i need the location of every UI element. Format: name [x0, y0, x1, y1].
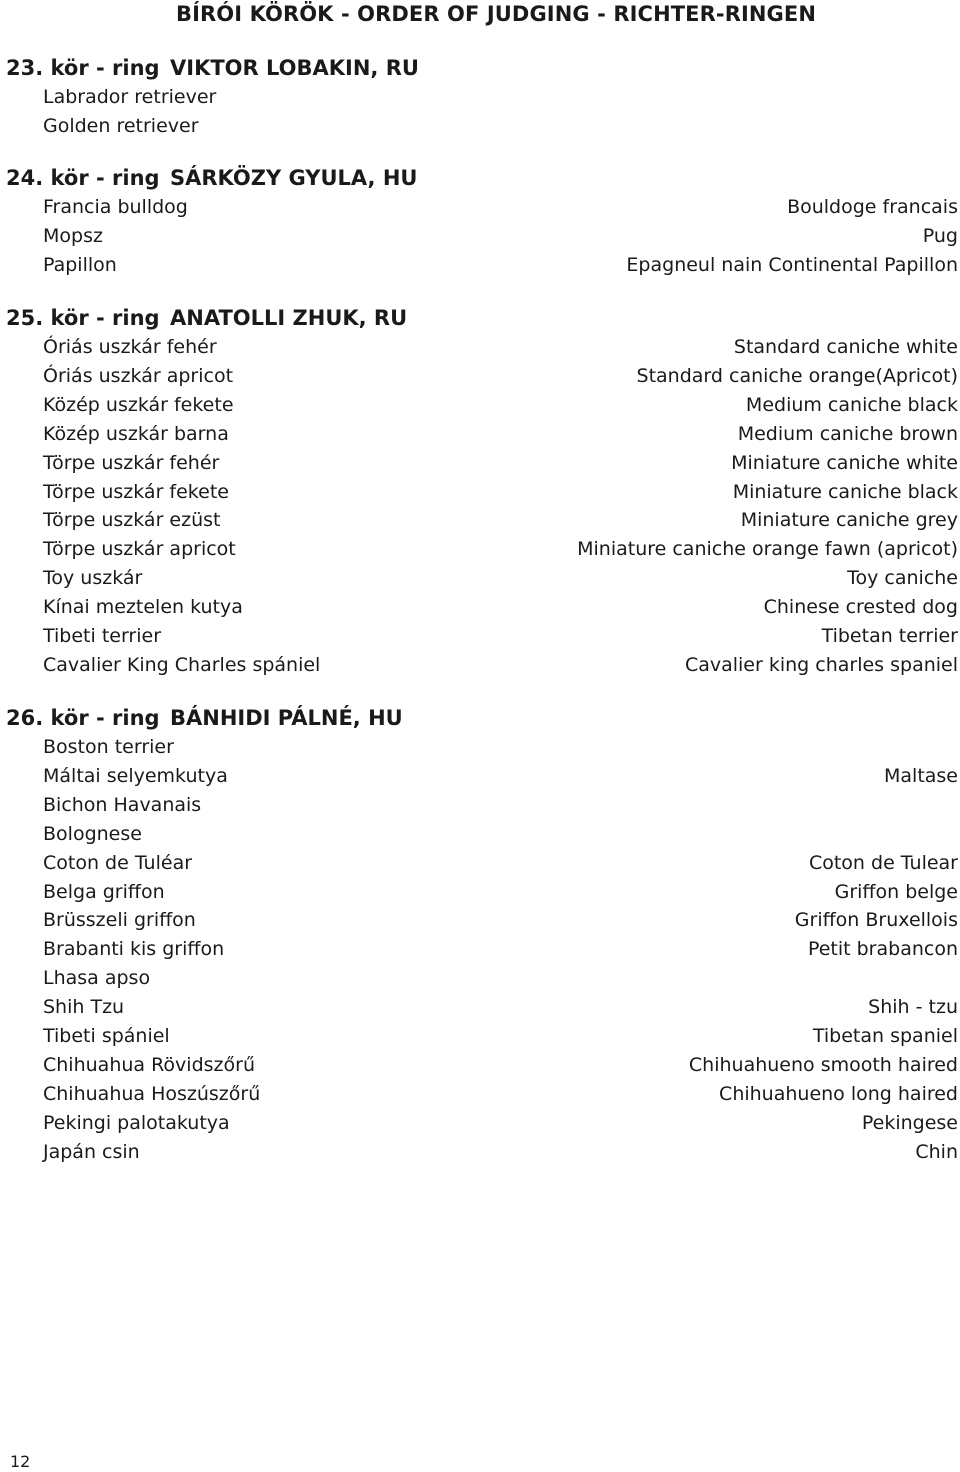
breed-name-en: Griffon Bruxellois: [794, 909, 958, 932]
breed-name-hu: Közép uszkár barna: [43, 422, 229, 445]
breed-name-hu: Mopsz: [43, 224, 103, 247]
breed-name-hu: Coton de Tuléar: [43, 851, 193, 874]
breed-name-hu: Brabanti kis griffon: [43, 938, 225, 961]
breed-name-en: Maltase: [884, 764, 958, 787]
breed-name-hu: Francia bulldog: [43, 196, 188, 218]
ring-title: [6, 306, 408, 330]
breed-name-en: Toy caniche: [847, 567, 958, 590]
ring-number: 23. kör - ring: [6, 56, 160, 80]
breed-name-en: Griffon belge: [834, 880, 958, 903]
breed-name-hu: Cavalier King Charles spániel: [43, 653, 321, 676]
breed-name-hu: Pekingi palotakutya: [43, 1111, 230, 1134]
breed-name-hu: Papillon: [43, 253, 117, 276]
breed-name-en: Petit brabancon: [807, 938, 958, 961]
breed-name-en: Pekingese: [861, 1111, 958, 1134]
ring-number: 26. kör - ring: [6, 706, 160, 730]
breed-name-en: Miniature caniche white: [731, 451, 958, 474]
breed-name-en: Miniature caniche orange fawn (apricot): [577, 538, 958, 561]
breed-name-hu: Shih Tzu: [43, 996, 125, 1019]
breed-name-en: Chihuahueno smooth haired: [688, 1053, 958, 1076]
breed-name-en: Chin: [915, 1140, 958, 1163]
breed-name-hu: Chihuahua Rövidszőrű: [43, 1053, 255, 1076]
breed-name-hu: Japán csin: [43, 1140, 140, 1163]
breed-name-en: Chinese crested dog: [763, 596, 958, 619]
breed-name-en: Standard caniche white: [733, 336, 958, 358]
breed-name-en: Tibetan spaniel: [812, 1025, 958, 1047]
breed-name-hu: Tibeti terrier: [43, 625, 162, 647]
breed-name-en: Miniature caniche grey: [740, 509, 958, 532]
breed-name-en: Miniature caniche black: [732, 480, 958, 503]
ring-number: 24. kör - ring: [6, 166, 160, 190]
breed-name-en: Shih - tzu: [868, 996, 958, 1019]
ring-judge: ANATOLLI ZHUK, RU: [170, 306, 408, 330]
breed-name-hu: Belga griffon: [43, 880, 165, 903]
ring-judge: BÁNHIDI PÁLNÉ, HU: [170, 706, 403, 730]
breed-name-hu: Óriás uszkár apricot: [43, 364, 234, 387]
breed-name-hu: Bolognese: [43, 822, 142, 845]
breed-name-en: Medium caniche brown: [737, 422, 958, 445]
ring-title: [6, 56, 419, 80]
breed-name-hu: Kínai meztelen kutya: [43, 596, 243, 619]
breed-name-en: Bouldoge francais: [787, 196, 958, 218]
breed-name-en: Medium caniche black: [745, 393, 958, 416]
breed-name-hu: Törpe uszkár fehér: [43, 451, 220, 474]
ring-number: 25. kör - ring: [6, 306, 160, 330]
breed-name-hu: Lhasa apso: [43, 967, 151, 990]
breed-name-en: Pug: [922, 224, 958, 247]
breed-name-hu: Bichon Havanais: [43, 793, 202, 816]
breed-name-hu: Közép uszkár fekete: [43, 393, 234, 416]
breed-name-hu: Boston terrier: [43, 736, 174, 758]
ring-judge: VIKTOR LOBAKIN, RU: [170, 56, 419, 80]
breed-name-hu: Labrador retriever: [43, 86, 217, 108]
breed-name-hu: Óriás uszkár fehér: [43, 336, 217, 358]
breed-name-hu: Máltai selyemkutya: [43, 764, 228, 787]
breed-name-en: Chihuahueno long haired: [719, 1082, 958, 1105]
breed-name-hu: Törpe uszkár fekete: [43, 480, 229, 503]
ring-title: [6, 706, 403, 730]
breed-name-en: Coton de Tulear: [808, 851, 958, 874]
breed-name-hu: Brüsszeli griffon: [43, 909, 196, 932]
breed-name-en: Cavalier king charles spaniel: [684, 653, 958, 676]
page-number: 12: [10, 1452, 31, 1471]
breed-name-en: Tibetan terrier: [821, 625, 958, 647]
breed-name-hu: Tibeti spániel: [43, 1025, 170, 1047]
breed-name-en: Epagneul nain Continental Papillon: [626, 253, 958, 276]
breed-name-hu: Törpe uszkár apricot: [43, 538, 236, 561]
page-header: BÍRÓI KÖRÖK - ORDER OF JUDGING - RICHTER-RINGEN: [176, 2, 817, 26]
breed-name-hu: Chihuahua Hoszúszőrű: [43, 1082, 261, 1105]
breed-name-hu: Törpe uszkár ezüst: [43, 509, 221, 532]
ring-judge: SÁRKÖZY GYULA, HU: [170, 166, 418, 190]
ring-title: [6, 166, 418, 190]
breed-name-en: Standard caniche orange(Apricot): [636, 364, 958, 387]
breed-name-hu: Golden retriever: [43, 114, 199, 137]
breed-name-hu: Toy uszkár: [43, 567, 143, 590]
